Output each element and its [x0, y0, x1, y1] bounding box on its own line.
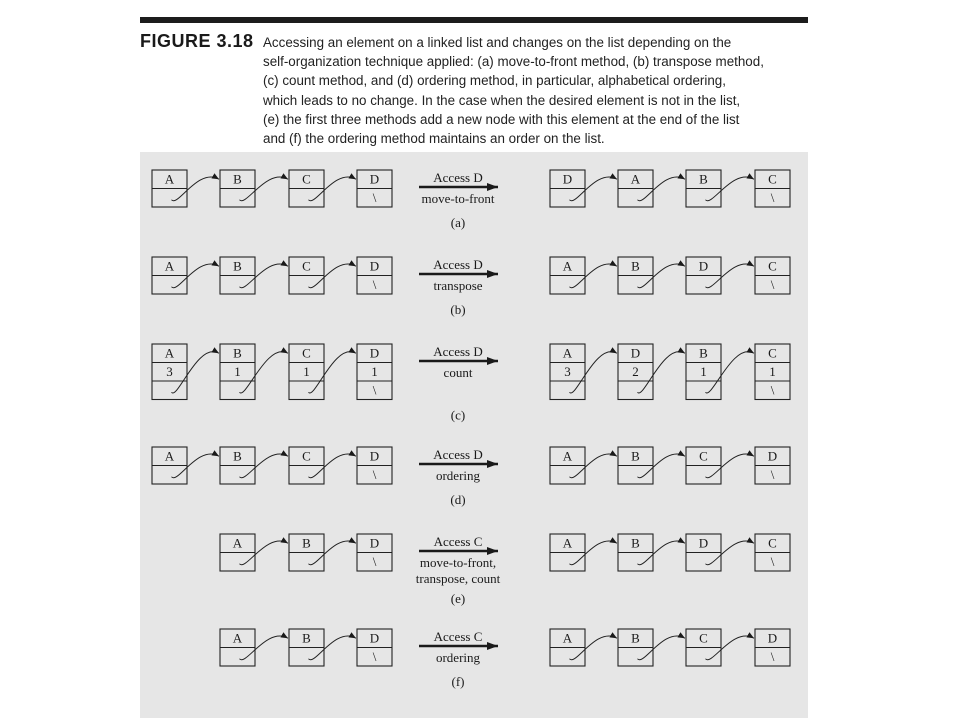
node-key: C	[302, 258, 311, 274]
next-pointer-arrow	[570, 352, 618, 393]
node-key: A	[562, 345, 573, 361]
node-key: B	[302, 535, 311, 551]
access-label: Access D	[433, 447, 483, 462]
node-key: C	[768, 171, 777, 187]
node-key: A	[232, 630, 243, 646]
null-pointer: \	[770, 649, 775, 664]
method-label: count	[443, 365, 473, 380]
node-key: D	[698, 535, 709, 551]
node-key: D	[698, 258, 709, 274]
node-key: D	[562, 171, 573, 187]
access-label: Access D	[433, 344, 483, 359]
subfigure-label: (d)	[450, 492, 466, 507]
method-label: ordering	[435, 468, 481, 483]
null-pointer: \	[372, 554, 377, 569]
node-key: D	[369, 535, 380, 551]
node-key: A	[630, 171, 641, 187]
node-key: C	[699, 630, 708, 646]
caption-line: Accessing an element on a linked list and changes on the list depending on the	[263, 35, 732, 50]
figure-label: FIGURE 3.18	[140, 31, 254, 51]
node-key: B	[233, 171, 242, 187]
node-key: A	[562, 258, 573, 274]
null-pointer: \	[372, 467, 377, 482]
node-key: D	[369, 448, 380, 464]
node-key: D	[369, 258, 380, 274]
node-count: 1	[371, 364, 378, 379]
node-key: A	[232, 535, 243, 551]
node-count: 1	[700, 364, 707, 379]
next-pointer-arrow	[309, 352, 357, 393]
node-key: C	[302, 345, 311, 361]
access-label: Access D	[433, 170, 483, 185]
null-pointer: \	[770, 554, 775, 569]
node-key: A	[164, 258, 175, 274]
node-key: D	[630, 345, 641, 361]
access-label: Access D	[433, 257, 483, 272]
node-key: D	[767, 448, 778, 464]
caption-line: (c) count method, and (d) ordering method, in particular, alphabetical ordering,	[263, 73, 726, 89]
access-label: Access C	[433, 534, 483, 549]
method-label: transpose	[433, 278, 483, 293]
subfigure-label: (f)	[451, 674, 465, 689]
node-count: 2	[632, 364, 639, 379]
node-count: 3	[564, 364, 571, 379]
access-label: Access C	[433, 629, 483, 644]
next-pointer-arrow	[172, 352, 220, 393]
null-pointer: \	[372, 277, 377, 292]
node-key: C	[768, 345, 777, 361]
node-key: B	[233, 448, 242, 464]
caption-line: (e) the first three methods add a new node with this element at the end of the list	[263, 111, 740, 127]
node-key: D	[369, 171, 380, 187]
subfigure-label: (a)	[450, 215, 466, 230]
node-count: 3	[166, 364, 173, 379]
null-pointer: \	[770, 277, 775, 292]
node-key: B	[233, 258, 242, 274]
node-key: B	[631, 535, 640, 551]
node-key: C	[699, 448, 708, 464]
caption-line: and (f) the ordering method maintains an order on the list.	[263, 131, 605, 147]
node-key: D	[767, 630, 778, 646]
node-key: B	[233, 345, 242, 361]
subfigure-label: (e)	[450, 591, 466, 606]
node-key: B	[631, 630, 640, 646]
node-key: A	[562, 630, 573, 646]
method-label: move-to-front	[421, 191, 495, 206]
node-key: A	[562, 535, 573, 551]
null-pointer: \	[770, 382, 775, 398]
caption-line: which leads to no change. In the case when the desired element is not in the list,	[263, 92, 741, 108]
caption-line: self-organization technique applied: (a) move-to-front method, (b) transpose method,	[263, 54, 764, 70]
node-count: 1	[303, 364, 310, 379]
node-key: D	[369, 345, 380, 361]
node-key: B	[699, 171, 708, 187]
method-label: ordering	[435, 650, 481, 665]
node-key: A	[164, 448, 175, 464]
node-key: C	[768, 258, 777, 274]
subfigure-label: (c)	[450, 407, 466, 423]
node-key: A	[164, 171, 175, 187]
null-pointer: \	[372, 190, 377, 205]
null-pointer: \	[372, 382, 377, 398]
node-key: B	[631, 258, 640, 274]
node-key: C	[302, 171, 311, 187]
node-key: B	[699, 345, 708, 361]
next-pointer-arrow	[706, 352, 755, 393]
null-pointer: \	[372, 649, 377, 664]
node-key: A	[164, 345, 175, 361]
null-pointer: \	[770, 190, 775, 205]
method-label: move-to-front,	[419, 555, 497, 570]
method-label: transpose, count	[415, 571, 501, 586]
node-key: B	[631, 448, 640, 464]
node-key: A	[562, 448, 573, 464]
node-key: B	[302, 630, 311, 646]
node-key: C	[302, 448, 311, 464]
next-pointer-arrow	[638, 352, 686, 393]
null-pointer: \	[770, 467, 775, 482]
next-pointer-arrow	[240, 352, 289, 393]
node-count: 1	[234, 364, 241, 379]
node-count: 1	[769, 364, 776, 379]
node-key: D	[369, 630, 380, 646]
subfigure-label: (b)	[450, 302, 466, 317]
node-key: C	[768, 535, 777, 551]
